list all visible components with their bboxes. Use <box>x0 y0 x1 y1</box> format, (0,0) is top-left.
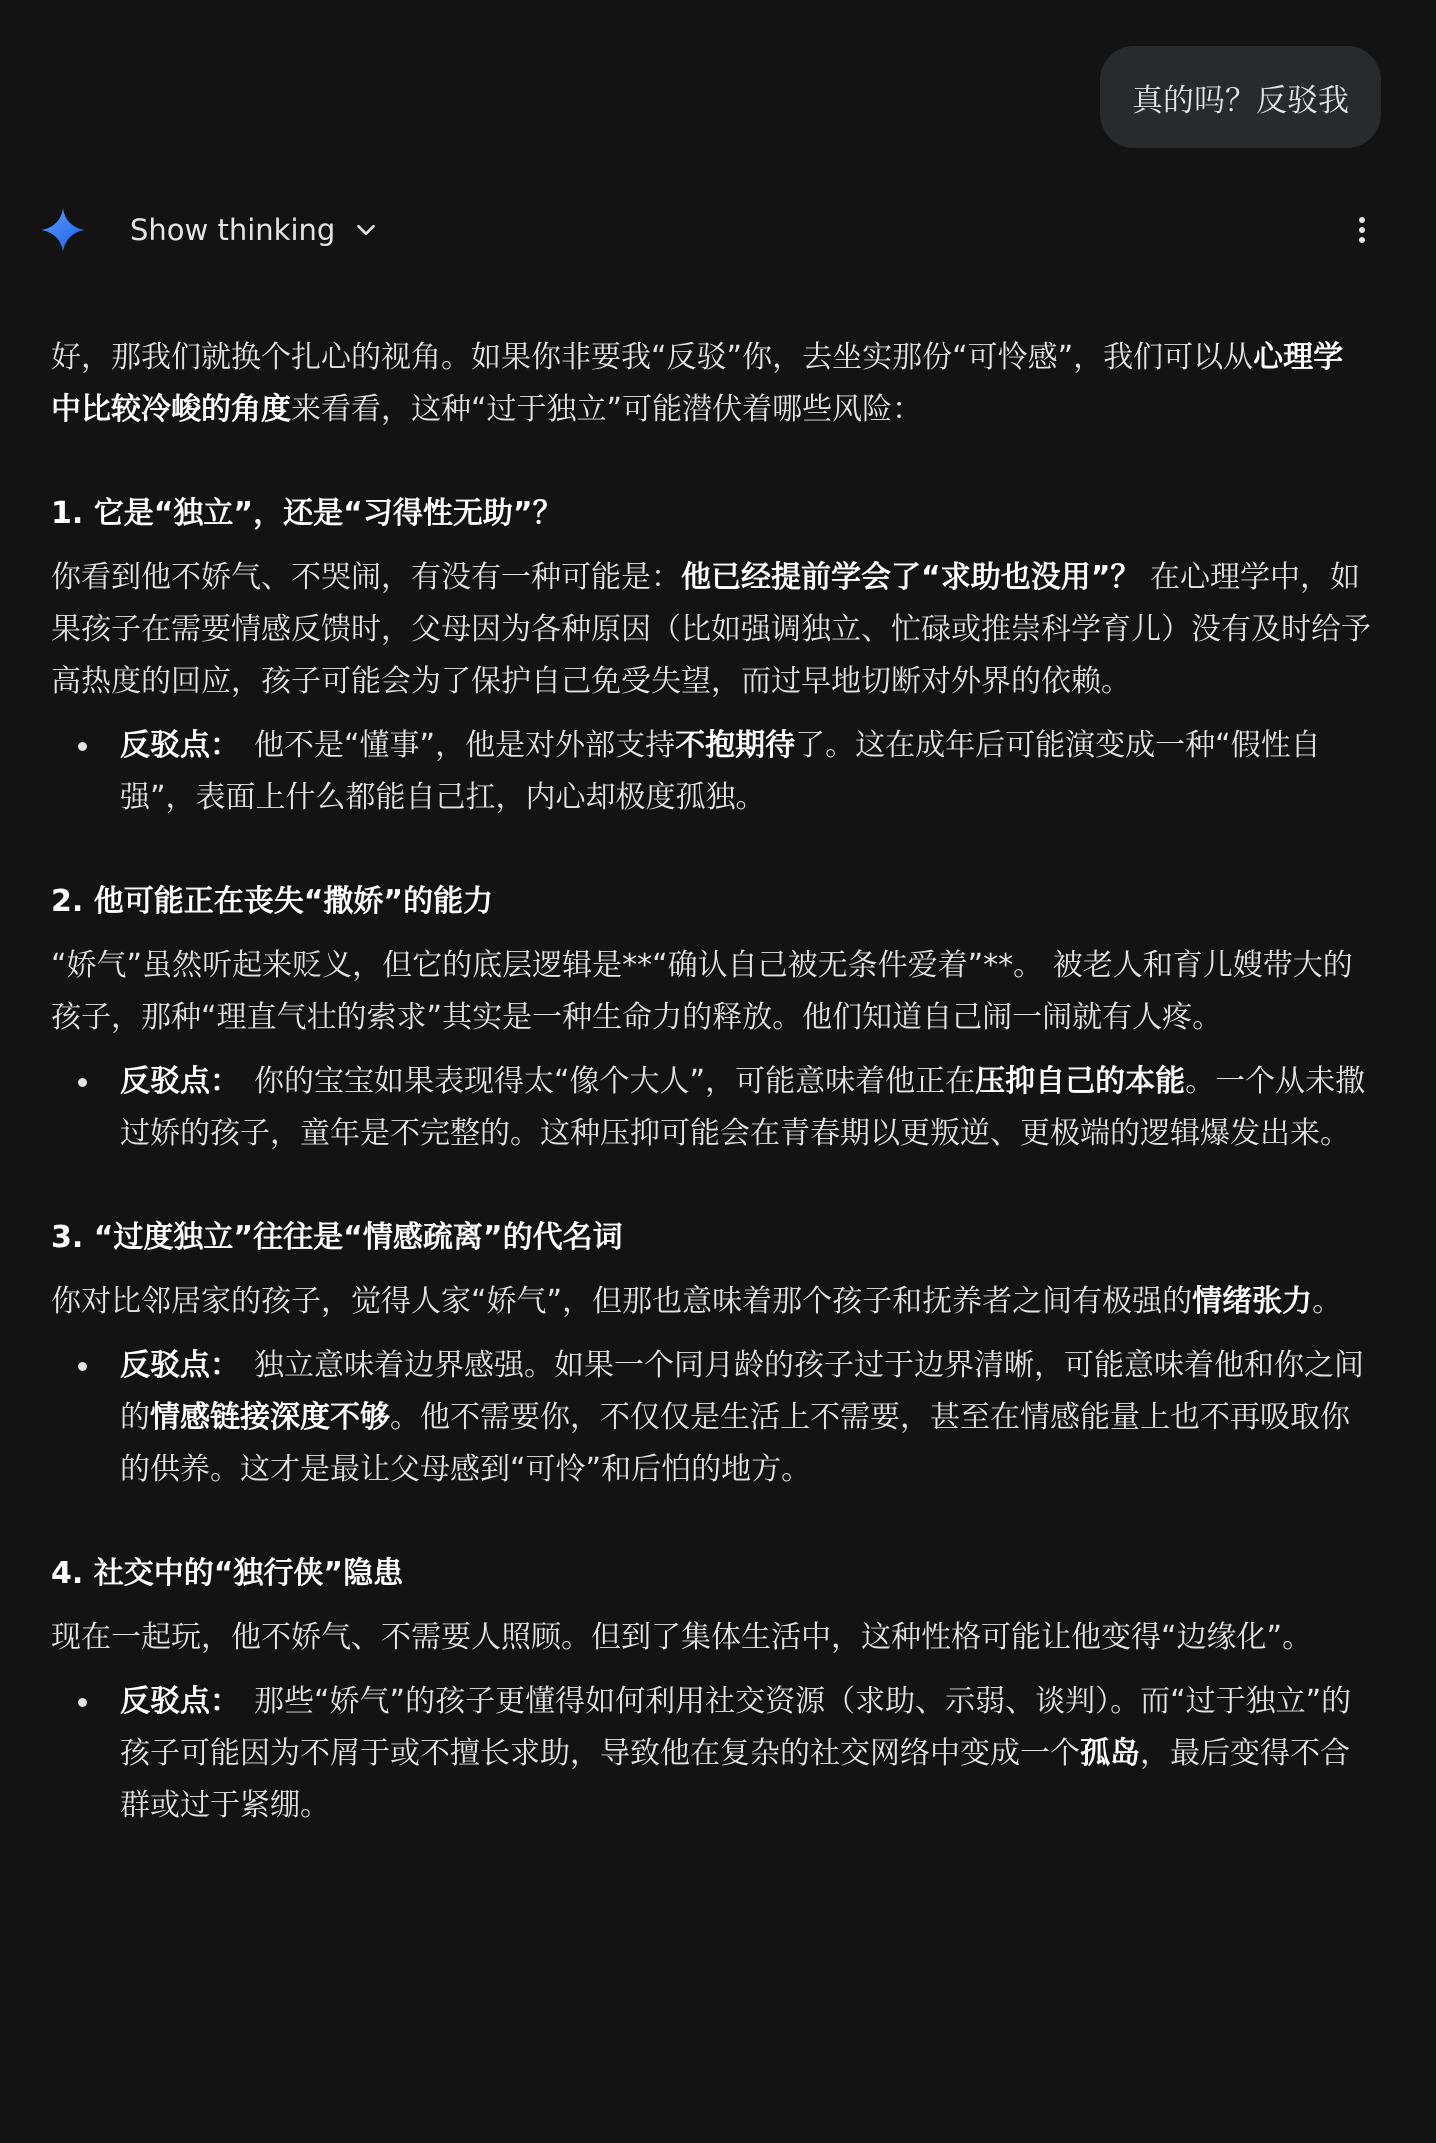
bullet-item: 反驳点： 那些“娇气”的孩子更懂得如何利用社交资源（求助、示弱、谈判）。而“过于独立”的孩子可能因为不屑于或不擅长求助，导致他在复杂的社交网络中变成一个孤岛，最后变得不合群或过于紧绷。 <box>51 1676 1371 1832</box>
user-message-bubble <box>1100 46 1381 148</box>
more-options-button[interactable] <box>1344 212 1380 248</box>
more-vert-icon <box>1357 216 1367 244</box>
section-heading: 2. 他可能正在丧失“撒娇”的能力 <box>51 884 494 919</box>
section-body: 现在一起玩，他不娇气、不需要人照顾。但到了集体生活中，这种性格可能让他变得“边缘化”。 <box>51 1620 1313 1655</box>
intro-paragraph: 好，那我们就换个扎心的视角。如果你非要我“反驳”你，去坐实那份“可怜感”，我们可以从心理学中比较冷峻的角度来看看，这种“过于独立”可能潜伏着哪些风险： <box>51 340 1344 427</box>
show-thinking-label: Show thinking <box>130 213 336 247</box>
response-header <box>36 200 1400 260</box>
user-message-text: 真的吗？反驳我 <box>1132 82 1349 119</box>
bullet-item: 反驳点： 独立意味着边界感强。如果一个同月龄的孩子过于边界清晰，可能意味着他和你之间的情感链接深度不够。他不需要你，不仅仅是生活上不需要，甚至在情感能量上也不再吸取你的供养。这才是最让父母感到“可怜”和后怕的地方。 <box>51 1340 1371 1496</box>
show-thinking-toggle[interactable] <box>130 213 379 247</box>
chevron-down-icon <box>353 217 379 243</box>
response-content <box>51 332 1371 1884</box>
section-heading: 1. 它是“独立”，还是“习得性无助”？ <box>51 496 563 531</box>
section-body: “娇气”虽然听起来贬义，但它的底层逻辑是**“确认自己被无条件爱着”**。 被老人和育儿嫂带大的孩子，那种“理直气壮的索求”其实是一种生命力的释放。他们知道自己闹一闹就有人疼。 <box>51 948 1353 1035</box>
bullet-item: 反驳点： 他不是“懂事”，他是对外部支持不抱期待了。这在成年后可能演变成一种“假性自强”，表面上什么都能自己扛，内心却极度孤独。 <box>51 720 1371 824</box>
section-heading: 4. 社交中的“独行侠”隐患 <box>51 1556 404 1591</box>
section-body: 你对比邻居家的孩子，觉得人家“娇气”，但那也意味着那个孩子和抚养者之间有极强的情绪张力。 <box>51 1284 1343 1319</box>
bullet-item: 反驳点： 你的宝宝如果表现得太“像个大人”，可能意味着他正在压抑自己的本能。一个从未撒过娇的孩子，童年是不完整的。这种压抑可能会在青春期以更叛逆、更极端的逻辑爆发出来。 <box>51 1056 1371 1160</box>
section-body: 你看到他不娇气、不哭闹，有没有一种可能是：他已经提前学会了“求助也没用”？ 在心理学中，如果孩子在需要情感反馈时，父母因为各种原因（比如强调独立、忙碌或推崇科学育儿）没有及时给予高热度的回应，孩子可能会为了保护自己免受失望，而过早地切断对外界的依赖。 <box>51 560 1371 699</box>
section-heading: 3. “过度独立”往往是“情感疏离”的代名词 <box>51 1220 623 1255</box>
gemini-spark-icon <box>36 203 90 257</box>
